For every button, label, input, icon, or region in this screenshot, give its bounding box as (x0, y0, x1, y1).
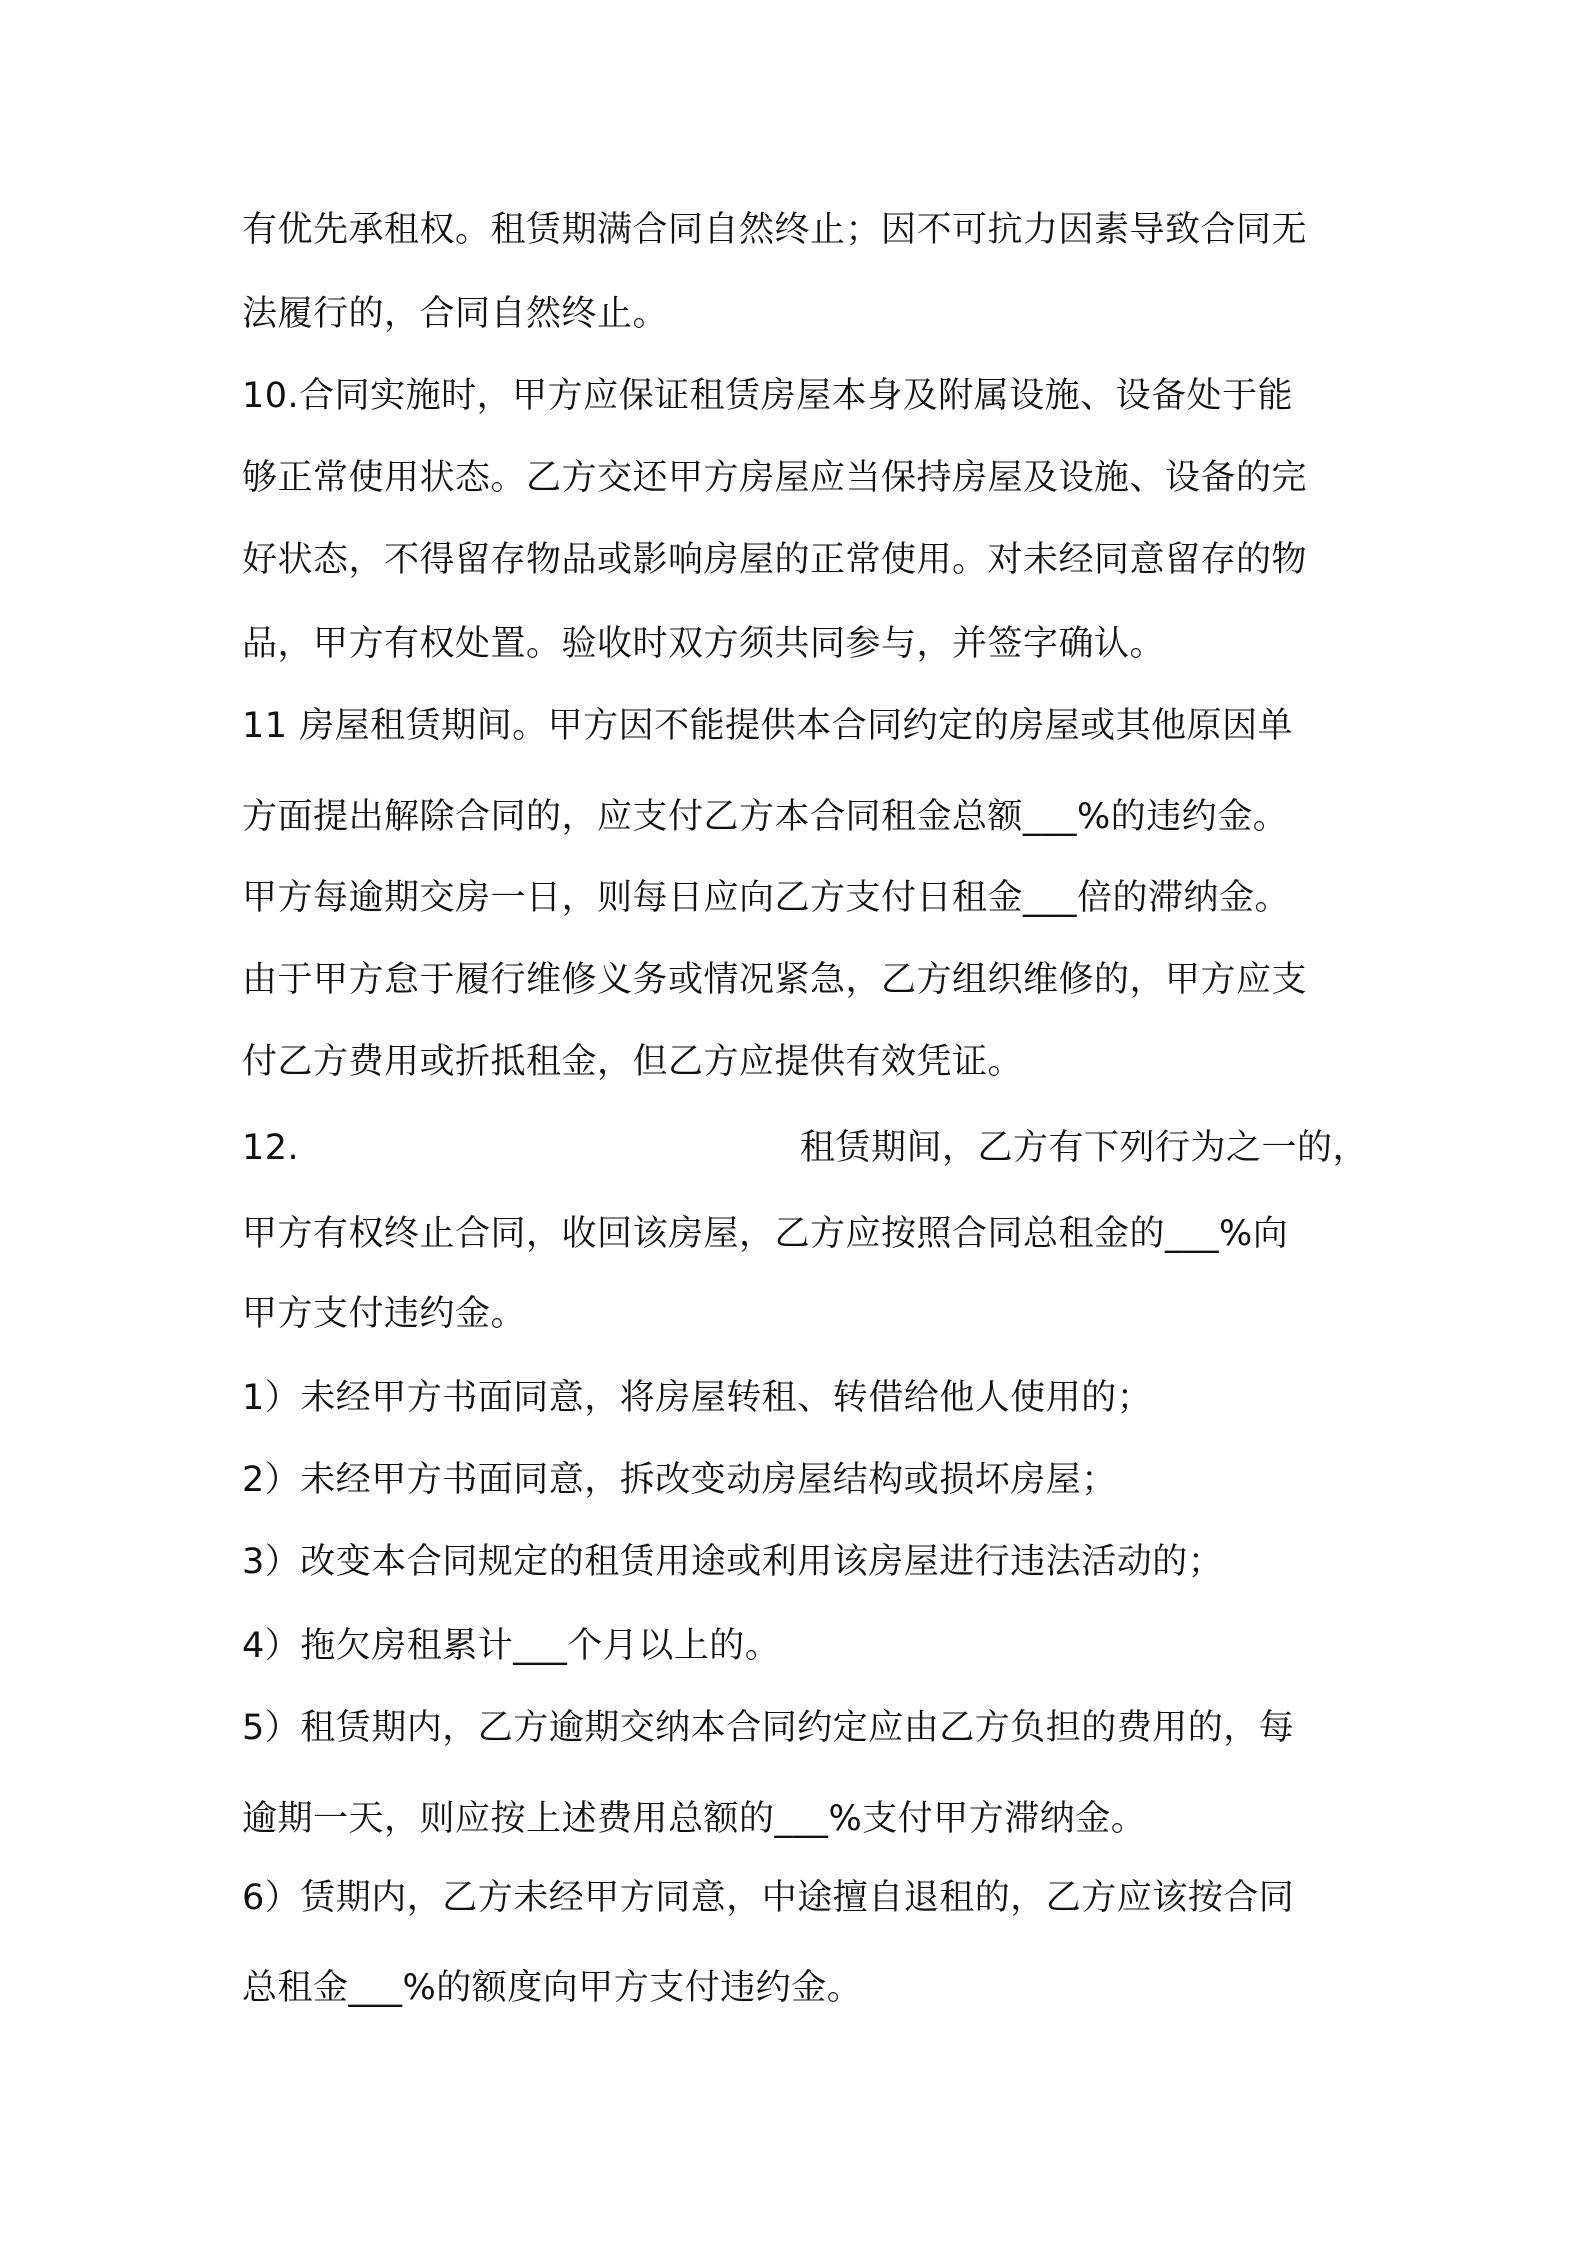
list-item-2: 2）未经甲方书面同意，拆改变动房屋结构或损坏房屋； (242, 1460, 1117, 1500)
clause-12-line-1: 租赁期间，乙方有下列行为之一的， (800, 1128, 1369, 1168)
clause-10-line-1: 10.合同实施时，甲方应保证租赁房屋本身及附属设施、设备处于能 (242, 376, 1294, 416)
list-item-3: 3）改变本合同规定的租赁用途或利用该房屋进行违法活动的； (242, 1542, 1224, 1582)
clause-12-number: 12. (242, 1128, 300, 1168)
list-item-5-line-2: 逾期一天，则应按上述费用总额的___%支付甲方滞纳金。 (242, 1799, 1147, 1839)
clause-11-line-5: 付乙方费用或折抵租金，但乙方应提供有效凭证。 (242, 1042, 1024, 1082)
list-item-6-line-2: 总租金___%的额度向甲方支付违约金。 (242, 1968, 863, 2008)
text-line-1: 有优先承租权。租赁期满合同自然终止；因不可抗力因素导致合同无 (242, 210, 1308, 250)
clause-11-line-1: 11 房屋租赁期间。甲方因不能提供本合同约定的房屋或其他原因单 (242, 706, 1294, 746)
clause-11-line-2: 方面提出解除合同的，应支付乙方本合同租金总额___%的违约金。 (242, 797, 1289, 837)
clause-12-line-3: 甲方支付违约金。 (242, 1294, 527, 1334)
clause-11-line-3: 甲方每逾期交房一日，则每日应向乙方支付日租金___倍的滞纳金。 (242, 878, 1291, 918)
text-line-2: 法履行的，合同自然终止。 (242, 294, 669, 334)
list-item-4: 4）拖欠房租累计___个月以上的。 (242, 1626, 781, 1666)
clause-10-line-4: 品，甲方有权处置。验收时双方须共同参与，并签字确认。 (242, 624, 1166, 664)
clause-10-line-2: 够正常使用状态。乙方交还甲方房屋应当保持房屋及设施、设备的完 (242, 458, 1308, 498)
clause-12-line-2: 甲方有权终止合同，收回该房屋，乙方应按照合同总租金的___%向 (242, 1214, 1289, 1254)
list-item-6-line-1: 6）赁期内，乙方未经甲方同意，中途擅自退租的，乙方应该按合同 (242, 1878, 1295, 1918)
list-item-1: 1）未经甲方书面同意，将房屋转租、转借给他人使用的； (242, 1378, 1153, 1418)
list-item-5-line-1: 5）租赁期内，乙方逾期交纳本合同约定应由乙方负担的费用的，每 (242, 1708, 1295, 1748)
clause-11-line-4: 由于甲方怠于履行维修义务或情况紧急，乙方组织维修的，甲方应支 (242, 960, 1308, 1000)
clause-10-line-3: 好状态，不得留存物品或影响房屋的正常使用。对未经同意留存的物 (242, 540, 1308, 580)
